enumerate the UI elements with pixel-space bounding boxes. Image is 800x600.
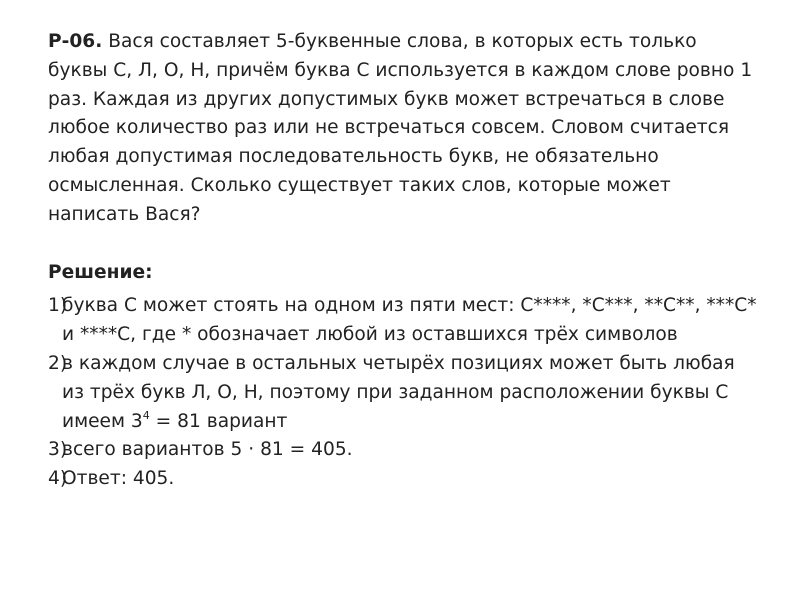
solution-step-1 <box>48 292 760 350</box>
solution-steps <box>48 292 760 494</box>
step-text <box>62 350 760 436</box>
step-text: буква С может стоять на одном из пяти мест: С****, *С***, **С**, ***С* и ****С, где * обозначает любой из оставшихся трёх символов <box>62 295 757 346</box>
step-text: всего вариантов 5 · 81 = 405. <box>62 439 353 461</box>
problem-text: Вася составляет 5-буквенные слова, в которых есть только буквы С, Л, О, Н, причём буква С используется в каждом слове ровно 1 раз. Каждая из других допустимых букв может встречаться в слове любое количество раз или не встречаться совсем. Словом считается любая допустимая последовательность букв, не обязательно осмысленная. Сколько существует таких слов, которые может написать Вася? <box>48 31 753 225</box>
solution-step-3 <box>48 436 760 465</box>
solution-step-2 <box>48 350 760 436</box>
solution-heading: Решение: <box>48 261 153 283</box>
step-number: 1) <box>48 295 68 317</box>
problem-id: Р-06. <box>48 31 103 52</box>
step-text-after: = 81 вариант <box>149 410 288 432</box>
step-text: Ответ: 405. <box>62 468 175 490</box>
step-text-before: в каждом случае в остальных четырёх позициях может быть любая из трёх букв Л, О, Н, поэтому при заданном расположении буквы С имеем 3 <box>62 352 735 432</box>
step-number: 3) <box>48 439 68 461</box>
step-number: 2) <box>48 352 68 374</box>
problem-statement <box>48 28 760 230</box>
exponent: 4 <box>142 408 150 422</box>
solution-step-4 <box>48 465 760 494</box>
step-number: 4) <box>48 468 68 490</box>
